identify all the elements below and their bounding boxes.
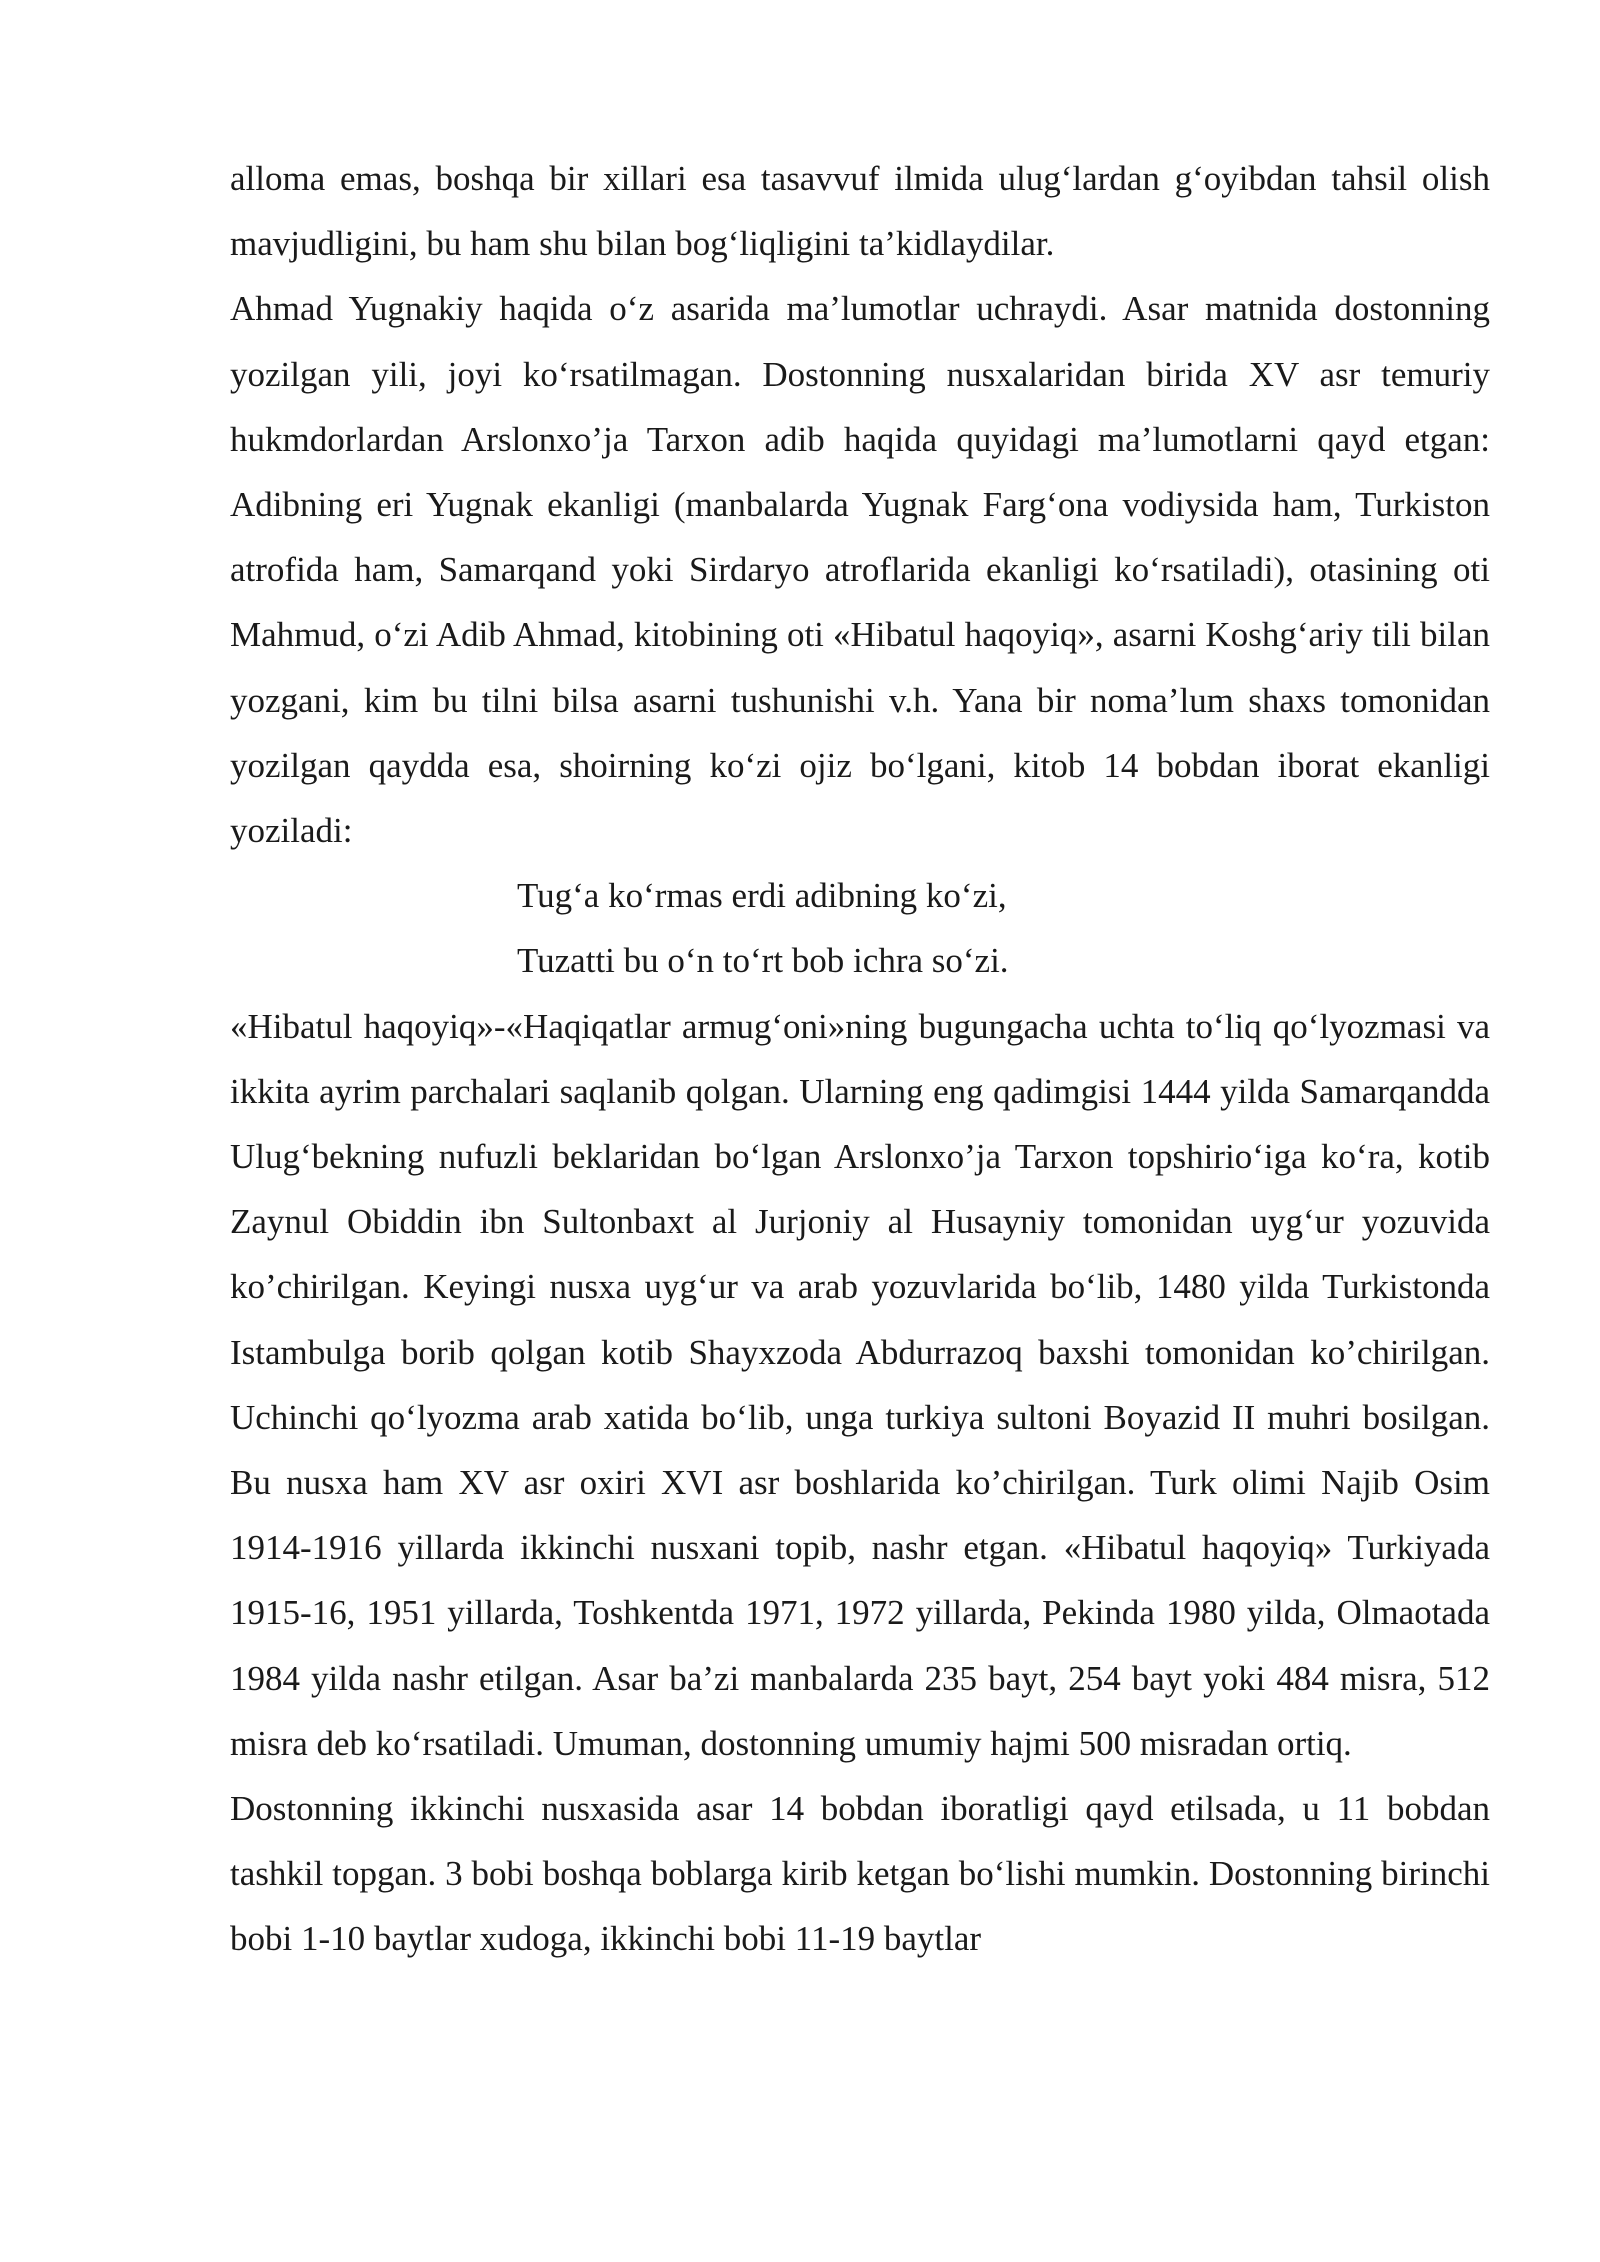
paragraph-4: Dostonning ikkinchi nusxasida asar 14 bobdan iboratligi qayd etilsada, u 11 bobdan tashkil topgan. 3 bobi boshqa boblarga kirib ketgan bo‘lishi mumkin. Dostonning birinchi bobi 1-10 baytlar xudoga, ikkinchi bobi 11-19 baytlar	[230, 1789, 1490, 1959]
paragraph-2: Ahmad Yugnakiy haqida o‘z asarida ma’lumotlar uchraydi. Asar matnida dostonning yozilgan yili, joyi ko‘rsatilmagan. Dostonning nusxalaridan birida XV asr temuriy hukmdorlardan Arslonxo’ja Tarxon adib haqida quyidagi ma’lumotlarni qayd etgan: Adibning eri Yugnak ekanligi (manbalarda Yugnak Farg‘ona vodiysida ham, Turkiston atrofida ham, Samarqand yoki Sirdaryo atroflarida ekanligi ko‘rsatiladi), otasining oti Mahmud, o‘zi Adib Ahmad, kitobining oti «Hibatul haqoyiq», asarni Koshg‘ariy tili bilan yozgani, kim bu tilni bilsa asarni tushunishi v.h. Yana bir noma’lum shaxs tomonidan yozilgan qaydda esa, shoirning ko‘zi ojiz bo‘lgani, kitob 14 bobdan iborat ekanligi yoziladi:	[230, 289, 1490, 851]
paragraph-1: alloma emas, boshqa bir xillari esa tasavvuf ilmida ulug‘lardan g‘oyibdan tahsil olish mavjudligini, bu ham shu bilan bog‘liqligini ta’kidlaydilar.	[230, 159, 1490, 264]
verse-line-2: Tuzatti bu o‘n to‘rt bob ichra so‘zi.	[517, 941, 1009, 981]
paragraph-3: «Hibatul haqoyiq»-«Haqiqatlar armug‘oni»ning bugungacha uchta to‘liq qo‘lyozmasi va ikkita ayrim parchalari saqlanib qolgan. Ularning eng qadimgisi 1444 yilda Samarqandda Ulug‘bekning nufuzli beklaridan bo‘lgan Arslonxo’ja Tarxon topshirio‘iga ko‘ra, kotib Zaynul Obiddin ibn Sultonbaxt al Jurjoniy al Husayniy tomonidan uyg‘ur yozuvida ko’chirilgan. Keyingi nusxa uyg‘ur va arab yozuvlarida bo‘lib, 1480 yilda Turkistonda Istambulga borib qolgan kotib Shayxzoda Abdurrazoq baxshi tomonidan ko’chirilgan. Uchinchi qo‘lyozma arab xatida bo‘lib, unga turkiya sultoni Boyazid II muhri bosilgan. Bu nusxa ham XV asr oxiri XVI asr boshlarida ko’chirilgan. Turk olimi Najib Osim 1914-1916 yillarda ikkinchi nusxani topib, nashr etgan. «Hibatul haqoyiq» Turkiyada 1915-16, 1951 yillarda, Toshkentda 1971, 1972 yillarda, Pekinda 1980 yilda, Olmaotada 1984 yilda nashr etilgan. Asar ba’zi manbalarda 235 bayt, 254 bayt yoki 484 misra, 512 misra deb ko‘rsatiladi. Umuman, dostonning umumiy hajmi 500 misradan ortiq.	[230, 1006, 1490, 1763]
verse-line-1: Tug‘a ko‘rmas erdi adibning ko‘zi,	[517, 876, 1007, 916]
page-text	[230, 146, 1490, 1972]
